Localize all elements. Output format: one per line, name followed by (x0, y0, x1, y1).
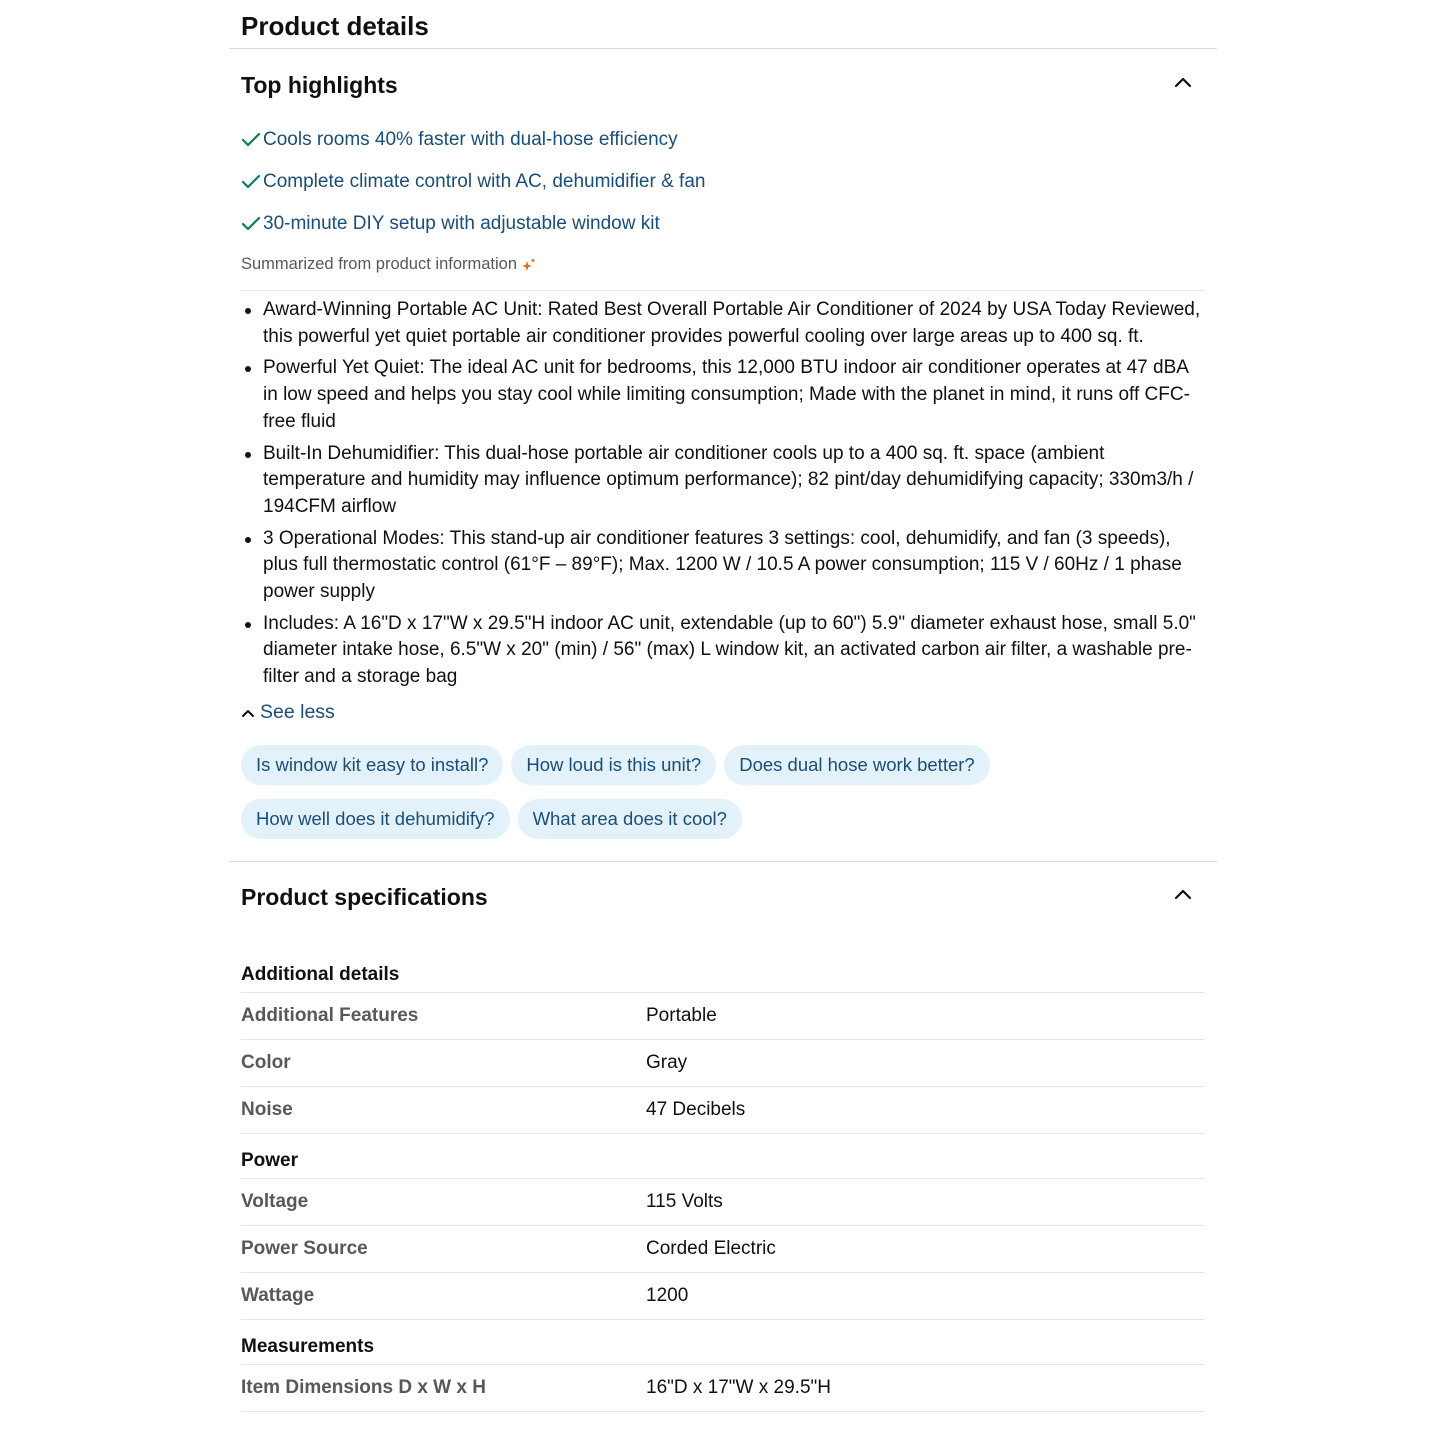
summary-note (241, 251, 1205, 278)
specs-table (229, 948, 1217, 1412)
spec-row (241, 993, 1205, 1040)
spec-key: Wattage (241, 1284, 315, 1306)
question-chip[interactable]: Does dual hose work better? (724, 745, 990, 785)
highlight-text: Cools rooms 40% faster with dual-hose efficiency (263, 129, 678, 150)
bullet-dot (245, 366, 251, 372)
bullet-text: Powerful Yet Quiet: The ideal AC unit for bedrooms, this 12,000 BTU indoor air conditioner operates at 47 dBA in low speed and helps you stay cool while limiting consumption; Made with the planet in mind, it runs off CFC-free fluid (263, 357, 1190, 432)
spec-row (241, 1179, 1205, 1226)
sparkle-icon (521, 257, 537, 273)
spec-group-title: Additional details (241, 948, 1205, 993)
spec-row (241, 1226, 1205, 1273)
divider (241, 290, 1205, 291)
specs-title: Product specifications (241, 883, 488, 910)
see-less-link[interactable] (241, 697, 1205, 729)
feature-bullet (241, 526, 1205, 606)
spec-value: 115 Volts (646, 1190, 723, 1212)
spec-key: Voltage (241, 1190, 309, 1212)
spec-value: Gray (646, 1051, 688, 1073)
spec-row (241, 1273, 1205, 1320)
feature-bullet (241, 355, 1205, 435)
highlight-text: Complete climate control with AC, dehumidifier & fan (263, 171, 706, 192)
spec-value: 16"D x 17"W x 29.5"H (646, 1376, 831, 1398)
spec-row (241, 1365, 1205, 1412)
spec-key: Power Source (241, 1237, 368, 1259)
highlights-list (241, 119, 1205, 245)
question-chip[interactable]: How loud is this unit? (511, 745, 716, 785)
question-chips (241, 745, 1061, 853)
bullet-dot (245, 622, 251, 628)
chevron-up-icon[interactable] (1173, 887, 1193, 901)
highlight-item (241, 203, 1205, 245)
bullet-text: Award-Winning Portable AC Unit: Rated Best Overall Portable Air Conditioner of 2024 by USA Today Reviewed, this powerful yet quiet portable air conditioner provides powerful cooling over large areas up to 400 sq. ft. (263, 299, 1201, 347)
spec-key: Item Dimensions D x W x H (241, 1376, 486, 1398)
spec-group-title: Power (241, 1134, 1205, 1179)
feature-bullets (241, 297, 1205, 691)
summary-text: Summarized from product information (241, 255, 518, 273)
feature-bullet (241, 441, 1205, 521)
see-less-label: See less (260, 701, 335, 724)
spec-key: Noise (241, 1098, 293, 1120)
spec-row (241, 1040, 1205, 1087)
product-details-panel (229, 0, 1217, 1412)
chevron-up-icon (241, 708, 255, 718)
spec-value: Corded Electric (646, 1237, 776, 1259)
check-icon (241, 215, 261, 233)
spec-value: 47 Decibels (646, 1098, 746, 1120)
bullet-dot (245, 308, 251, 314)
specs-header[interactable] (229, 862, 1217, 948)
spec-value: 1200 (646, 1284, 689, 1306)
feature-bullet (241, 611, 1205, 691)
question-chip[interactable]: What area does it cool? (518, 799, 742, 839)
question-chip[interactable]: Is window kit easy to install? (241, 745, 503, 785)
highlight-text: 30-minute DIY setup with adjustable window kit (263, 213, 660, 234)
spec-group-title: Measurements (241, 1320, 1205, 1365)
bullet-dot (245, 537, 251, 543)
bullet-text: Includes: A 16"D x 17"W x 29.5"H indoor AC unit, extendable (up to 60") 5.9" diameter exhaust hose, small 5.0" diameter intake hose, 6.5"W x 20" (min) / 56" (max) L window kit, an activated carbon air filter, a washable pre-filter and a storage bag (263, 612, 1196, 688)
bullet-text: Built-In Dehumidifier: This dual-hose portable air conditioner cools up to a 400 sq. ft. space (ambient temperature and humidity may influence optimum performance); 82 pint/day dehumidifying capacity; 330m3/h / 194CFM airflow (263, 442, 1194, 517)
question-chip[interactable]: How well does it dehumidify? (241, 799, 510, 839)
spec-key: Color (241, 1051, 291, 1073)
feature-bullet (241, 297, 1205, 350)
chevron-up-icon[interactable] (1173, 75, 1193, 89)
check-icon (241, 173, 261, 191)
bullet-dot (245, 452, 251, 458)
highlight-item (241, 161, 1205, 203)
highlights-header[interactable] (229, 49, 1217, 119)
bullet-text: 3 Operational Modes: This stand-up air conditioner features 3 settings: cool, dehumidify, and fan (3 speeds), plus full thermostatic control (61°F – 89°F); Max. 1200 W / 10.5 A power consumption; 115 V / 60Hz / 1 phase power supply (263, 527, 1182, 603)
spec-value: Portable (646, 1004, 717, 1026)
spec-row (241, 1087, 1205, 1134)
highlight-item (241, 119, 1205, 161)
highlights-title: Top highlights (241, 72, 398, 98)
page-title: Product details (241, 11, 429, 41)
check-icon (241, 131, 261, 149)
spec-key: Additional Features (241, 1004, 419, 1026)
